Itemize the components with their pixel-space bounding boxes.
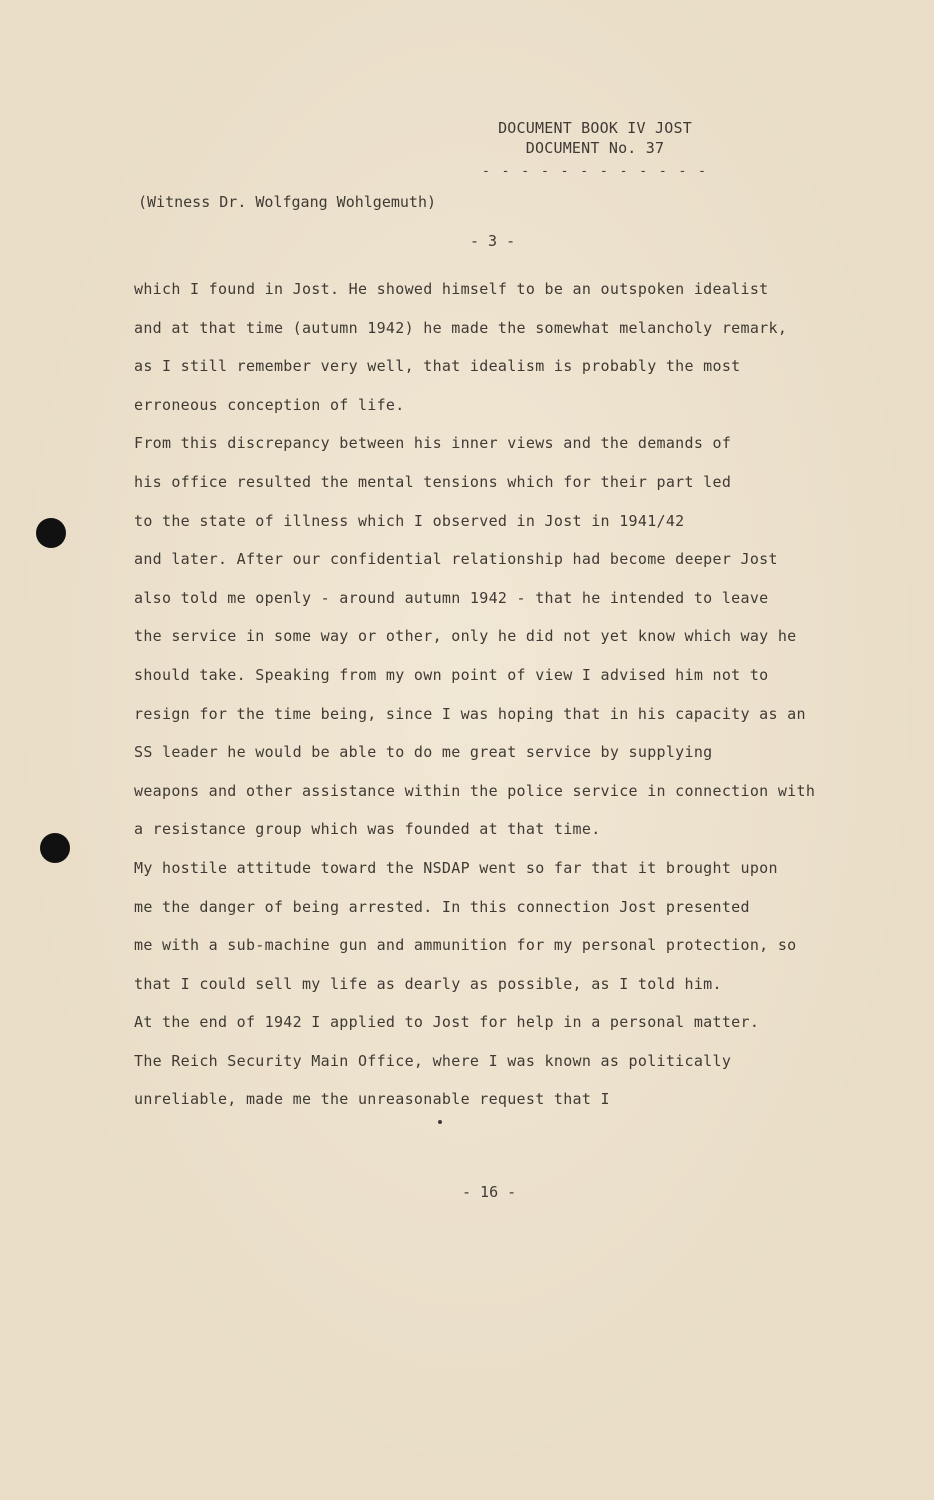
text-line: and later. After our confidential relationship had become deeper Jost	[134, 550, 778, 569]
text-line: a resistance group which was founded at that time.	[134, 820, 601, 839]
document-book-title: DOCUMENT BOOK IV JOST	[498, 119, 692, 137]
text-line: me with a sub-machine gun and ammunition for my personal protection, so	[134, 936, 797, 955]
text-line: The Reich Security Main Office, where I was known as politically	[134, 1051, 732, 1070]
document-header	[482, 118, 708, 182]
text-line: resign for the time being, since I was hoping that in his capacity as an	[134, 704, 806, 723]
text-line: the service in some way or other, only he did not yet know which way he	[134, 627, 797, 646]
witness-heading: (Witness Dr. Wolfgang Wohlgemuth)	[138, 193, 437, 211]
text-line: From this discrepancy between his inner views and the demands of	[134, 434, 732, 453]
text-line: should take. Speaking from my own point of view I advised him not to	[134, 665, 769, 684]
text-line: erroneous conception of life.	[134, 395, 405, 414]
document-number: DOCUMENT No. 37	[525, 139, 665, 157]
text-line: to the state of illness which I observed in Jost in 1941/42	[134, 511, 685, 530]
page-number: - 16 -	[462, 1183, 517, 1201]
text-line: SS leader he would be able to do me great service by supplying	[134, 743, 713, 762]
punch-hole	[36, 518, 66, 548]
text-line: which I found in Jost. He showed himself to be an outspoken idealist	[134, 280, 769, 298]
sub-page-number: - 3 -	[470, 232, 516, 250]
text-line: me the danger of being arrested. In this connection Jost presented	[134, 897, 750, 916]
header-rule: - - - - - - - - - - - -	[482, 164, 709, 179]
text-line: weapons and other assistance within the police service in connection with	[134, 781, 816, 800]
text-line: At the end of 1942 I applied to Jost for help in a personal matter.	[134, 1013, 760, 1032]
body-text	[134, 270, 864, 1119]
text-line: My hostile attitude toward the NSDAP went so far that it brought upon	[134, 858, 778, 877]
ink-speck	[438, 1120, 442, 1124]
text-line: as I still remember very well, that idealism is probably the most	[134, 357, 741, 376]
text-line: that I could sell my life as dearly as possible, as I told him.	[134, 974, 722, 993]
text-line: unreliable, made me the unreasonable request that I	[134, 1090, 610, 1109]
text-line: his office resulted the mental tensions which for their part led	[134, 472, 732, 491]
text-line: also told me openly - around autumn 1942 - that he intended to leave	[134, 588, 769, 607]
punch-hole	[40, 833, 70, 863]
text-line: and at that time (autumn 1942) he made the somewhat melancholy remark,	[134, 318, 788, 337]
